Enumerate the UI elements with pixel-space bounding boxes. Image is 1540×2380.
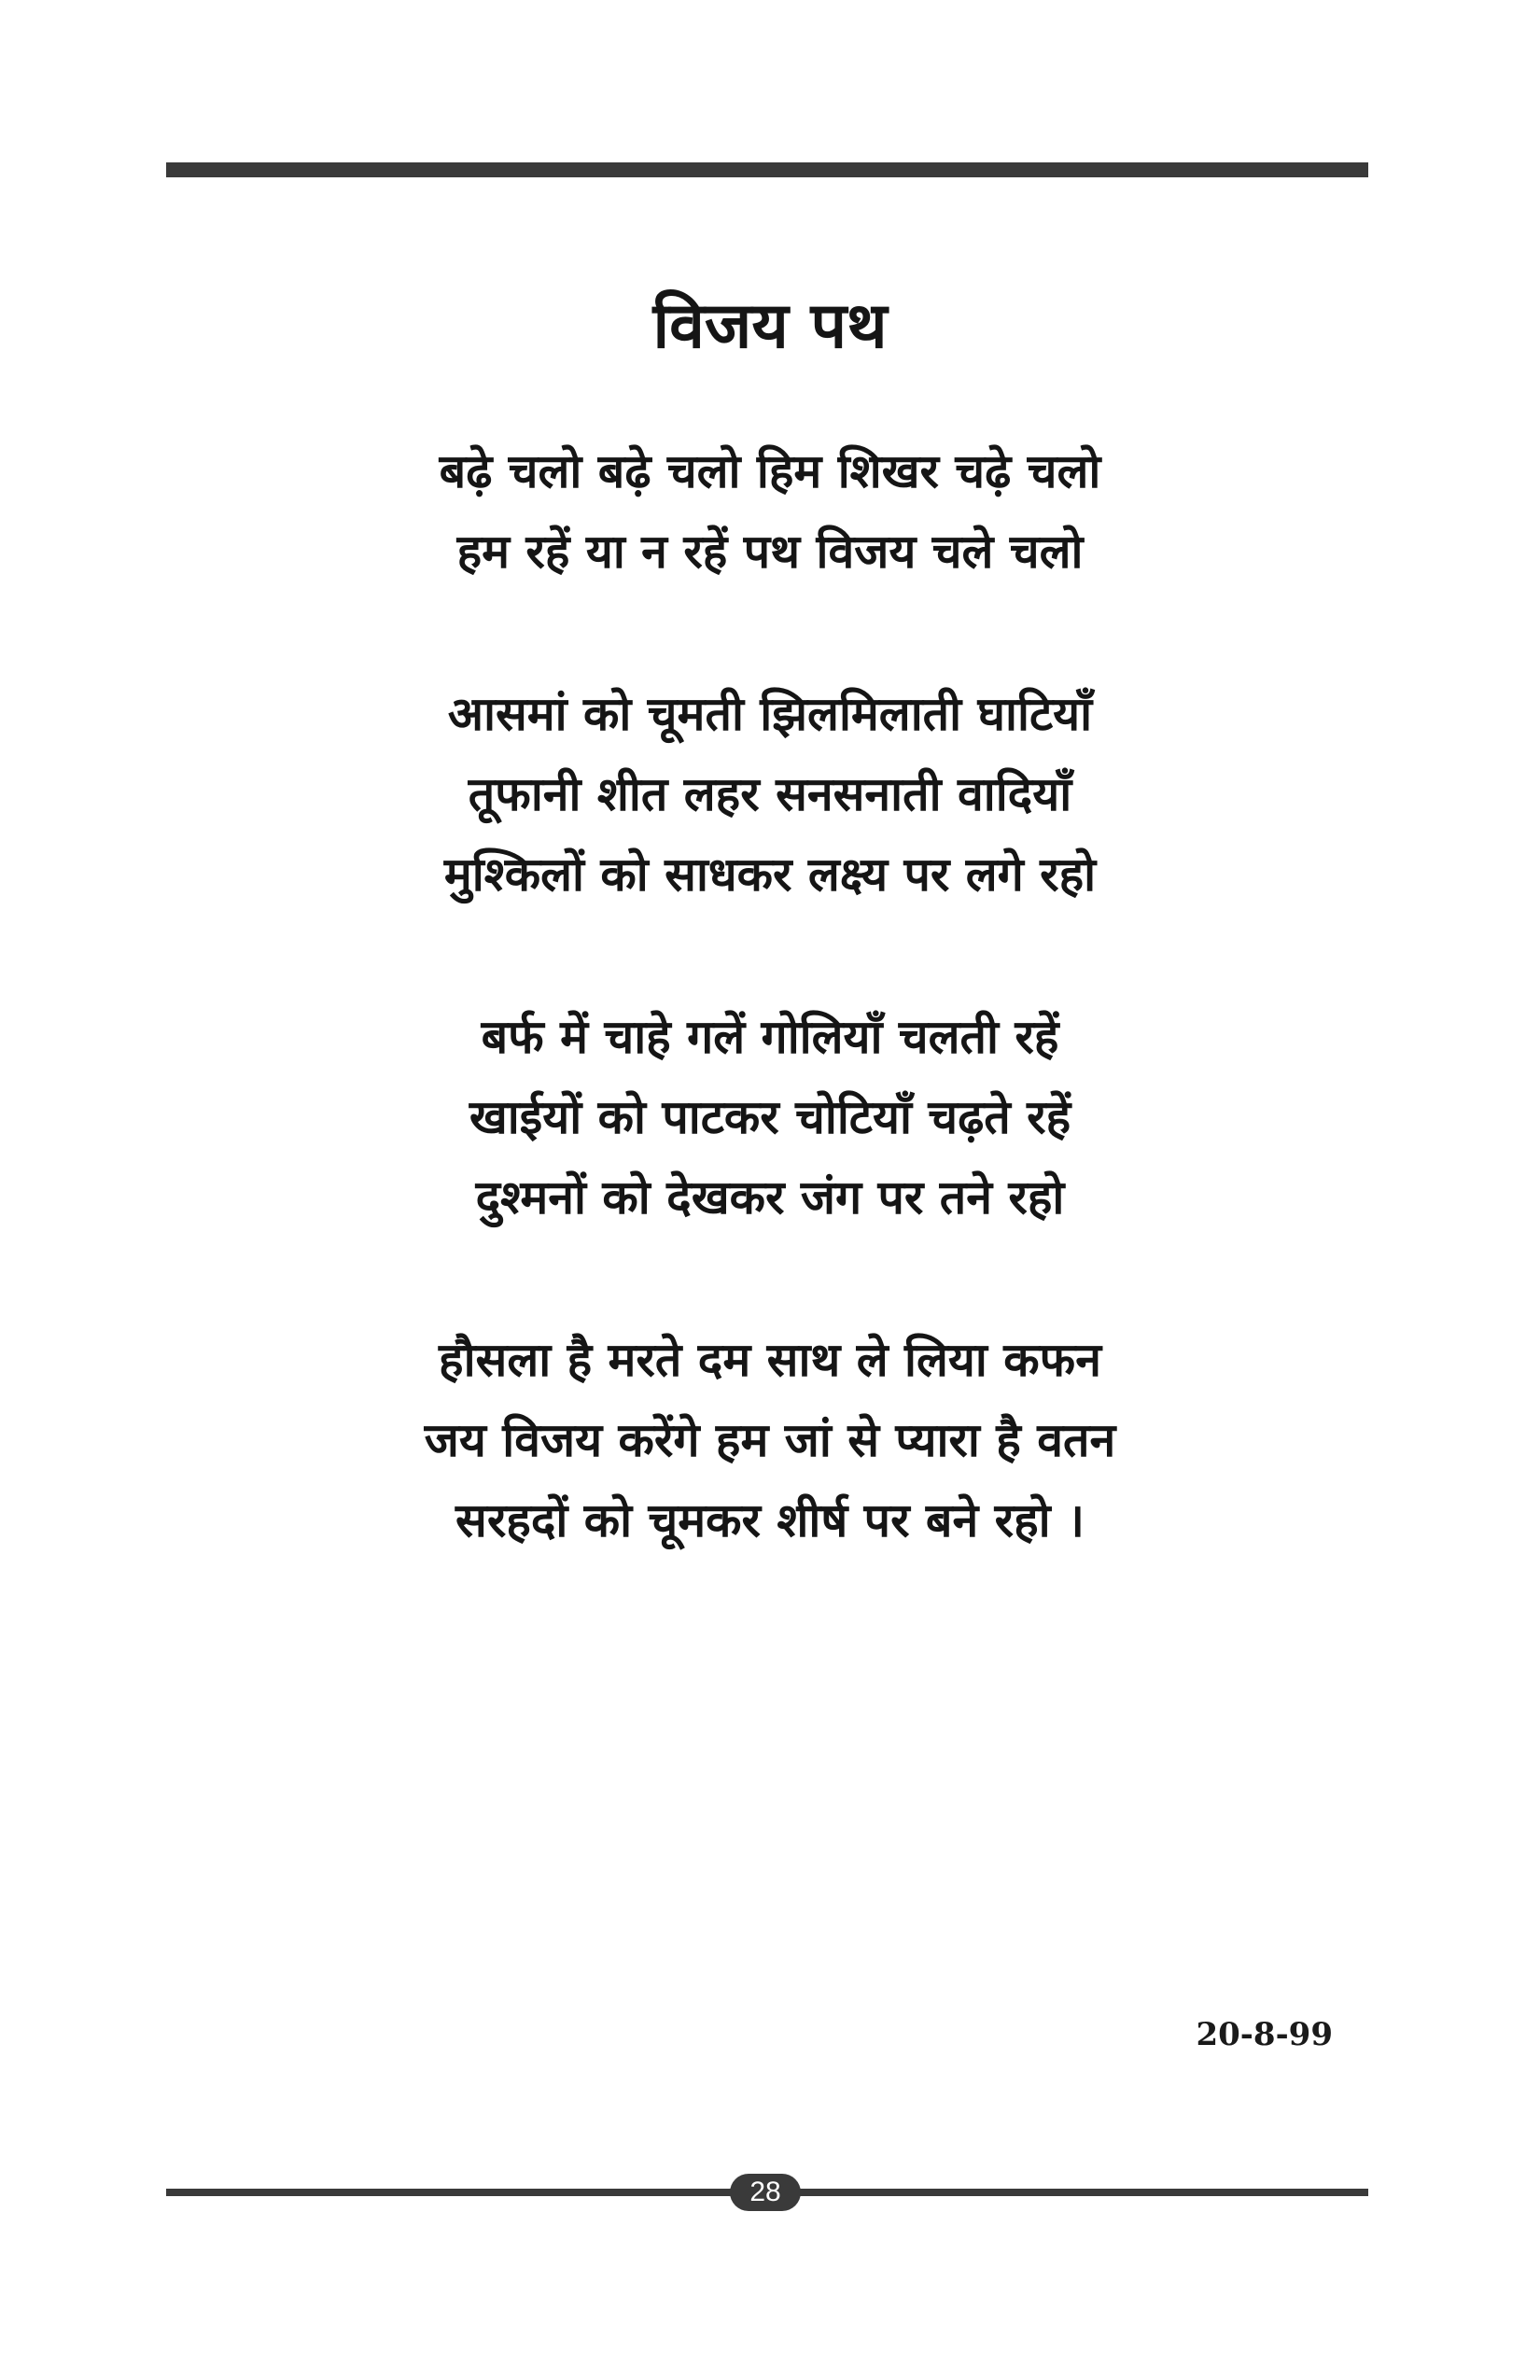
poem-line: जय विजय करेंगे हम जां से प्यारा है वतन	[424, 1412, 1116, 1467]
poem-line: सरहदों को चूमकर शीर्ष पर बने रहो ।	[455, 1492, 1085, 1547]
poem-line: खाईयों को पाटकर चोटियाँ चढ़ते रहें	[469, 1089, 1071, 1144]
poem-body	[0, 431, 1540, 1643]
stanza-1	[0, 431, 1540, 592]
poem-line: मुश्किलों को साधकर लक्ष्य पर लगे रहो	[443, 847, 1097, 902]
stanza-4	[0, 1320, 1540, 1561]
poem-line: बढ़े चलो बढ़े चलो हिम शिखर चढ़े चलो	[439, 443, 1101, 498]
poem-line: आसमां को चूमती झिलमिलाती घाटियाँ	[447, 686, 1093, 741]
poem-line: हौसला है मरते दम साथ ले लिया कफन	[439, 1332, 1101, 1387]
top-rule	[166, 162, 1368, 177]
poem-line: तूफानी शीत लहर सनसनाती वादियाँ	[468, 766, 1072, 821]
poem-line: दुश्मनों को देखकर जंग पर तने रहो	[475, 1169, 1065, 1225]
poem-line: बर्फ में चाहे गलें गोलियाँ चलती रहें	[481, 1009, 1059, 1064]
poem-line: हम रहें या न रहें पथ विजय चले चलो	[456, 524, 1084, 579]
stanza-2	[0, 674, 1540, 915]
poem-date: 20-8-99	[1196, 2016, 1333, 2053]
page-number-badge: 28	[730, 2174, 801, 2211]
poem-title: विजय पथ	[652, 289, 888, 363]
stanza-3	[0, 997, 1540, 1238]
